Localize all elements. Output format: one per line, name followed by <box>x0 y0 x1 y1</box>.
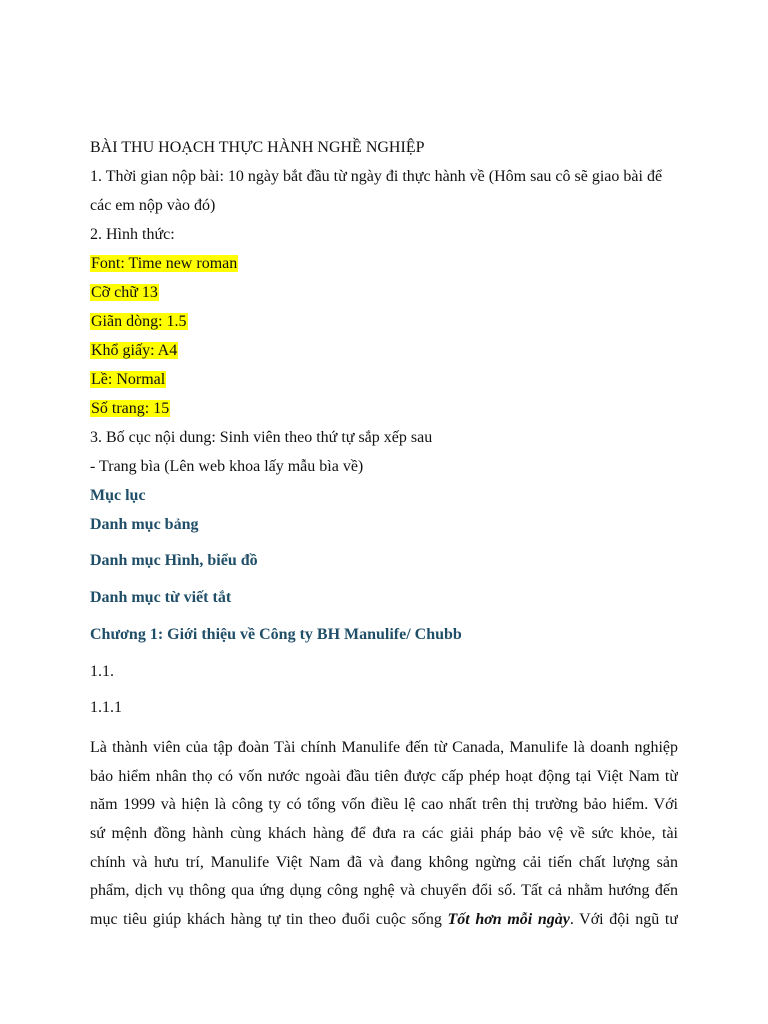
spec-font-size <box>90 283 159 303</box>
last-line-before: mục tiêu giúp khách hàng tự tin theo đuổi cuộc sống <box>90 911 448 929</box>
cover-page-line: - Trang bìa (Lên web khoa lấy mẫu bìa về) <box>90 458 364 475</box>
layout-heading: 3. Bố cục nội dung: Sinh viên theo thứ tự sắp xếp sau <box>90 429 433 446</box>
body-paragraph <box>90 734 678 935</box>
section-1-1-1: 1.1.1 <box>90 699 122 716</box>
last-line-after: . Với đội ngũ tư <box>569 911 678 929</box>
chapter-1-heading: Chương 1: Giới thiệu về Công ty BH Manulife/ Chubb <box>90 626 462 643</box>
paragraph-line: năm 1999 và hiện là công ty có tổng vốn điều lệ cao nhất trên thị trường bảo hiểm. Với <box>90 796 678 814</box>
slogan-emphasis: Tốt hơn mỗi ngày <box>447 911 570 929</box>
spec-line-spacing-text: Giãn dòng: 1.5 <box>91 313 187 330</box>
paragraph-line: bảo hiểm nhân thọ có vốn nước ngoài đầu tiên được cấp phép hoạt động tại Việt Nam từ <box>90 767 678 785</box>
section-1-1: 1.1. <box>90 663 114 680</box>
outline-abbreviations: Danh mục từ viết tắt <box>90 589 232 606</box>
spec-paper-size-text: Khổ giấy: A4 <box>91 342 178 359</box>
format-heading: 2. Hình thức: <box>90 226 175 243</box>
paragraph-line: chính và hưu trí, Manulife Việt Nam đã và đang không ngừng cải tiến chất lượng sản <box>90 853 678 871</box>
document-title: BÀI THU HOẠCH THỰC HÀNH NGHỀ NGHIỆP <box>90 139 425 156</box>
spec-page-count <box>90 399 170 419</box>
spec-font <box>90 254 238 274</box>
outline-figures: Danh mục Hình, biểu đồ <box>90 552 258 569</box>
deadline-line-1: 1. Thời gian nộp bài: 10 ngày bắt đầu từ ngày đi thực hành về (Hôm sau cô sẽ giao bài để <box>90 168 663 185</box>
spec-line-spacing <box>90 312 188 332</box>
spec-margins <box>90 370 166 390</box>
spec-page-count-text: Số trang: 15 <box>91 400 170 417</box>
deadline-line-2: các em nộp vào đó) <box>90 197 216 214</box>
outline-toc: Mục lục <box>90 487 146 504</box>
outline-tables: Danh mục bảng <box>90 516 199 533</box>
spec-font-text: Font: Time new roman <box>91 255 238 272</box>
spec-font-size-text: Cỡ chữ 13 <box>91 284 158 301</box>
spec-paper-size <box>90 341 178 361</box>
paragraph-line: Là thành viên của tập đoàn Tài chính Manulife đến từ Canada, Manulife là doanh nghiệp <box>90 739 678 756</box>
paragraph-line: phẩm, dịch vụ thông qua ứng dụng công nghệ và chuyển đổi số. Tất cả nhằm hướng đến <box>90 882 678 900</box>
paragraph-last-line <box>90 906 678 935</box>
paragraph-line: sứ mệnh đồng hành cùng khách hàng để đưa ra các giải pháp bảo vệ về sức khỏe, tài <box>90 825 678 843</box>
spec-margins-text: Lề: Normal <box>91 371 166 388</box>
